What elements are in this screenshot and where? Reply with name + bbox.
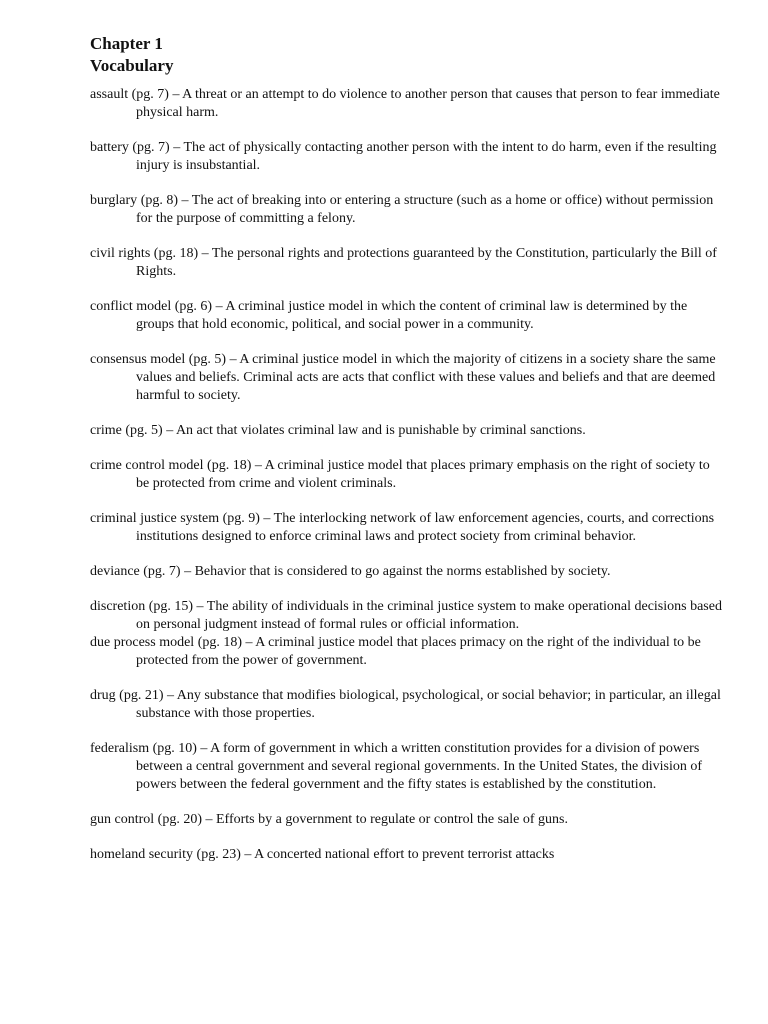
vocab-entry: crime control model (pg. 18) – A criminal justice model that places primary emphasis on the right of society to be protected from crime and violent criminals. <box>90 458 710 491</box>
vocab-entry: assault (pg. 7) – A threat or an attempt to do violence to another person that causes that person to fear immediate physical harm. <box>90 87 720 120</box>
vocabulary-list <box>90 86 722 864</box>
vocab-entry: due process model (pg. 18) – A criminal justice model that places primacy on the right of the individual to be protected from the power of government. <box>90 635 701 668</box>
vocab-page: (pg. 18) <box>207 458 252 473</box>
vocab-page: (pg. 20) <box>157 812 202 827</box>
vocab-term: assault <box>90 87 129 102</box>
vocab-entry: conflict model (pg. 6) – A criminal justice model in which the content of criminal law is determined by the groups that hold economic, political, and social power in a community. <box>90 299 688 332</box>
vocab-definition: The act of breaking into or entering a structure (such as a home or office) without permission for the purpose of committing a felony. <box>136 193 714 226</box>
vocab-term: conflict model <box>90 299 172 314</box>
vocab-term: gun control <box>90 812 155 827</box>
vocab-term: civil rights <box>90 246 151 261</box>
vocab-definition: Behavior that is considered to go against the norms established by society. <box>194 564 611 579</box>
vocab-entry: deviance (pg. 7) – Behavior that is considered to go against the norms established by society. <box>90 564 611 579</box>
vocab-definition: A criminal justice model in which the majority of citizens in a society share the same values and beliefs. Criminal acts are acts that conflict with these values and beliefs and that are deemed harmful to society. <box>136 352 716 403</box>
vocab-entry: crime (pg. 5) – An act that violates criminal law and is punishable by criminal sanctions. <box>90 423 586 438</box>
vocab-entry: discretion (pg. 15) – The ability of individuals in the criminal justice system to make operational decisions based on personal judgment instead of formal rules or official information. <box>90 599 722 632</box>
vocab-definition: The ability of individuals in the criminal justice system to make operational decisions based on personal judgment instead of formal rules or official information. <box>136 599 722 632</box>
vocab-entry: federalism (pg. 10) – A form of government in which a written constitution provides for a division of powers between a central government and several regional governments. In the United States, the division of powers between the federal government and the fifty states is established by the constitution. <box>90 741 703 792</box>
vocab-definition: An act that violates criminal law and is punishable by criminal sanctions. <box>175 423 586 438</box>
vocab-page: (pg. 21) <box>119 688 164 703</box>
section-title: Vocabulary <box>90 56 174 75</box>
vocab-entry: civil rights (pg. 18) – The personal rights and protections guaranteed by the Constitution, particularly the Bill of Rights. <box>90 246 717 279</box>
vocab-term: homeland security <box>90 847 194 862</box>
vocab-term: crime <box>90 423 122 438</box>
chapter-title: Chapter 1 <box>90 34 163 53</box>
vocab-definition: A threat or an attempt to do violence to another person that causes that person to fear immediate physical harm. <box>136 87 720 120</box>
vocab-page: (pg. 7) <box>131 87 169 102</box>
vocab-entry: burglary (pg. 8) – The act of breaking into or entering a structure (such as a home or office) without permission for the purpose of committing a felony. <box>90 193 714 226</box>
vocab-term: federalism <box>90 741 150 756</box>
vocab-entry: homeland security (pg. 23) – A concerted national effort to prevent terrorist attacks <box>90 847 555 862</box>
vocab-definition: A form of government in which a written constitution provides for a division of powers between a central government and several regional governments. In the United States, the division of powers between the federal government and the fifty states is established by the constitution. <box>136 741 703 792</box>
vocab-entry: consensus model (pg. 5) – A criminal justice model in which the majority of citizens in a society share the same values and beliefs. Criminal acts are acts that conflict with these values and beliefs and that are deemed harmful to society. <box>90 352 716 403</box>
vocab-definition: A criminal justice model that places primary emphasis on the right of society to be protected from crime and violent criminals. <box>136 458 710 491</box>
vocab-entry: drug (pg. 21) – Any substance that modifies biological, psychological, or social behavior; in particular, an illegal substance with those properties. <box>90 688 721 721</box>
vocab-page: (pg. 6) <box>174 299 213 314</box>
vocab-term: due process model <box>90 635 195 650</box>
vocab-entry: criminal justice system (pg. 9) – The interlocking network of law enforcement agencies, courts, and corrections institutions designed to enforce criminal laws and protect society from criminal behavior. <box>90 511 715 544</box>
vocab-definition: A concerted national effort to prevent terrorist attacks <box>254 847 555 862</box>
vocab-page: (pg. 18) <box>197 635 243 650</box>
heading-block <box>90 33 708 77</box>
vocab-term: criminal justice system <box>90 511 220 526</box>
vocab-page: (pg. 10) <box>152 741 197 756</box>
vocab-definition: Efforts by a government to regulate or control the sale of guns. <box>215 812 568 827</box>
vocab-page: (pg. 18) <box>153 246 199 261</box>
vocab-page: (pg. 5) <box>188 352 227 367</box>
vocab-term: battery <box>90 140 129 155</box>
vocab-term: consensus model <box>90 352 186 367</box>
vocab-term: burglary <box>90 193 138 208</box>
vocab-page: (pg. 7) <box>132 140 170 155</box>
vocab-definition: A criminal justice model that places primacy on the right of the individual to be protected from the power of government. <box>136 635 701 668</box>
vocab-term: discretion <box>90 599 146 614</box>
vocab-entry: gun control (pg. 20) – Efforts by a government to regulate or control the sale of guns. <box>90 812 568 827</box>
vocab-page: (pg. 23) <box>196 847 241 862</box>
vocab-term: deviance <box>90 564 140 579</box>
vocab-definition: The personal rights and protections guaranteed by the Constitution, particularly the Bill of Rights. <box>136 246 717 279</box>
vocab-page: (pg. 5) <box>125 423 163 438</box>
vocab-definition: The interlocking network of law enforcement agencies, courts, and corrections institutions designed to enforce criminal laws and protect society from criminal behavior. <box>136 511 715 544</box>
vocab-definition: Any substance that modifies biological, psychological, or social behavior; in particular, an illegal substance with those properties. <box>136 688 721 721</box>
vocab-entry: battery (pg. 7) – The act of physically contacting another person with the intent to do harm, even if the resulting injury is insubstantial. <box>90 140 717 173</box>
vocab-page: (pg. 8) <box>140 193 179 208</box>
vocab-page: (pg. 9) <box>222 511 260 526</box>
vocab-page: (pg. 15) <box>148 599 194 614</box>
vocab-page: (pg. 7) <box>143 564 181 579</box>
vocab-definition: A criminal justice model in which the content of criminal law is determined by the groups that hold economic, political, and social power in a community. <box>136 299 688 332</box>
vocab-definition: The act of physically contacting another person with the intent to do harm, even if the resulting injury is insubstantial. <box>136 140 717 173</box>
vocab-term: crime control model <box>90 458 204 473</box>
vocab-term: drug <box>90 688 116 703</box>
